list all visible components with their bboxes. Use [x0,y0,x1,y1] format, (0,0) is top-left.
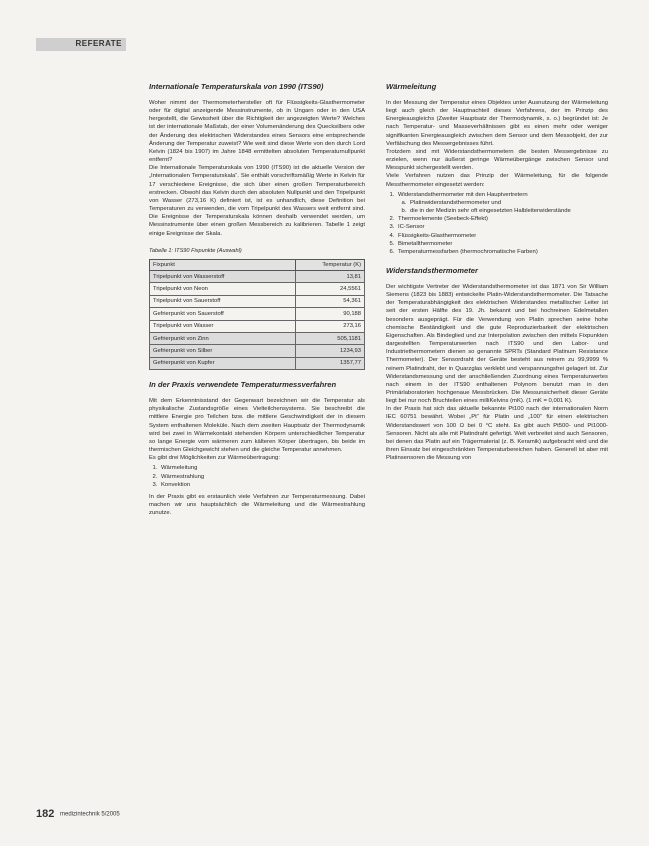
table-cell: Gefrierpunkt von Zinn [150,332,296,344]
list-item: 1. Wärmeleitung [159,464,365,472]
paragraph-intro: Woher nimmt der Thermometerhersteller oft für Flüssigkeits-Glasthermometer oder für digital anzeigende Messinstrumente, ob in Ungarn oder in den USA hergestellt, die Gewissheit über die Richtigkeit der angezeigten Werte? Welches ist der internationale Maßstab, der einer Volumenänderung des Quecksilbers oder der Änderung des elektrischen Widerstandes eines Sensors eine entsprechende Änderung der Temperatur zuweist? Wie weit sind diese Werte von den durch Lord Kelvin (1824 bis 1907) im Jahre 1848 ermittelten absoluten Temperaturnullpunkt entfernt? [149,100,365,164]
list-item: 6. Temperaturmessfarben (thermochromatische Farben) [396,248,608,256]
table-cell: 1357,77 [296,357,365,369]
list-item: 4. Flüssigkeits-Glasthermometer [396,232,608,240]
section-label: REFERATE [75,39,122,48]
table-header-temperature: Temperatur (K) [296,259,365,270]
table-row [150,308,365,320]
table-cell: 54,361 [296,295,365,307]
section-header-tab [36,38,126,51]
table-cell: Tripelpunkt von Wasserstoff [150,270,296,282]
page-footer [36,808,120,820]
table-row [150,270,365,282]
paragraph-platinum: Der wichtigste Vertreter der Widerstandsthermometer ist das 1871 von Sir William Siemens (1823 bis 1883) entwickelte Platin-Widerstandsthermometer. Die Tatsache der Temperaturabhängigkeit des elektrischen Widerstandes metallischer Leiter ist seit der ersten Hälfte des 19. Jh. bekannt und bei hochreinen Edelmetallen besonders ausgeprägt. Für die Verwendung von Platin sprechen seine hohe chemische Beständigkeit und die gute Reproduzierbarkeit der elektrischen Eigenschaften. Als Bindeglied und zur Interpolation zwischen den mittels Fixpunkten dargestellten Temperaturwerten nach ITS90 und den Labor- und Industriethermometern dienen so genannte SPRTs (Standard Platinum Resistance Thermometer). Der Sensordraht der Geräte besteht aus reinem zu 99,9999 % reinem Platindraht, der in Quarzglas verklebt und verspannungsfrei gelagert ist. Zur Widerstandsmessung und der anschließenden Zuordnung eines Temperaturwertes nach einem in der ITS90 enthaltenen Polynom benutzt man in den Primärlaboratorien hochgenaue Messbrücken. Die Messunsicherheit dieser Geräte liegt bei nur noch Bruchteilen eines milliKelvins (mK). (1 mK = 0,001 K). [386,283,608,405]
heading-heat-conduction: Wärmeleitung [386,82,437,91]
table-cell: Tripelpunkt von Neon [150,283,296,295]
paragraph-conduction: In der Messung der Temperatur eines Objektes unter Ausnutzung der Wärmeleitung liegt auch gleich der Hauptnachteil dieses Verfahrens, der im Prinzip des Energieausgleichs (Zweiter Hauptsatz der Thermodynamik, s. o.) begründet ist: Je nach Temperatur- und Masseverhältnissen gibt es einen mehr oder weniger signifikanten Energieausgleich zwischen dem Sensor und dem Messobjekt, der zur Verfälschung des Messergebnisses führt. [386,100,608,147]
left-column [149,82,365,517]
table-cell: Gefrierpunkt von Kupfer [150,357,296,369]
list-item: b. die in der Medizin sehr oft eingesetzten Halbleiterwiderstände [408,207,608,215]
fixpoint-table [149,259,365,370]
table-cell: 1234,93 [296,345,365,357]
list-item: 3. Konvektion [159,481,365,489]
paragraph-practice: In der Praxis gibt es erstaunlich viele Verfahren zur Temperaturmessung. Dabei machen wir uns hauptsächlich die Wärmeleitung und die Wärmestrahlung zunutze. [149,493,365,517]
table-row [150,283,365,295]
page-number: 182 [36,808,55,820]
list-item: 2. Thermoelemente (Seebeck-Effekt) [396,215,608,223]
sub-list [398,199,608,215]
table-cell: Gefrierpunkt von Sauerstoff [150,308,296,320]
journal-name: medizintechnik 5/2005 [60,811,120,818]
list-item: 2. Wärmestrahlung [159,473,365,481]
paragraph-pt100: In der Praxis hat sich das aktuelle bekannte Pt100 nach der internationalen Norm IEC 60751 bewährt. Wobei „Pt“ für Platin und „100“ für einen elektrischen Widerstandswert von 100 Ω bei 0 °C steht. Es gibt auch Pt500- und Pt1000-Sensoren. Nicht als alle mit Platindraht gefertigt. Weit verbreitet sind auch Sensoren, bei denen das Platin auf ein Trägermaterial (z. B. Keramik) aufgebracht wird und die ihren Einsatz bei eingeschränkten Temperaturbereichen haben. Generell ist aber mit Platinsensoren die Messung von [386,406,608,462]
heat-transfer-list [149,464,365,488]
paragraph-methods: Viele Verfahren nutzen das Prinzip der Wärmeleitung, für die folgende Messthermometer eingesetzt werden: [386,173,608,188]
paragraph-its90: Die Internationale Temperaturskala von 1990 (ITS90) ist die aktuelle Version der „Internationalen Temperaturskala“. Sie enthält vorschriftsmäßig Werte in Kelvin für 17 verschiedene Ereignisse, die sich über einen großen Temperaturbereich erstrecken. Obwohl das Kelvin durch den absoluten Nullpunkt und den Tripelpunkt von Wasser (273,16 K) definiert ist, ist es unhandlich, diese Definition bei Temperaturen zu verwenden, die vom Tripelpunkt des Wassers weit entfernt sind. Die Ereignisse der Temperaturskala können deshalb verwendet werden, um Messinstrumente über einen großen Messbereich zu kalibrieren. Tabelle 1 zeigt einige Ereignisse der Skala. [149,165,365,237]
heading-practice: In der Praxis verwendete Temperaturmessverfahren [149,380,337,390]
table-row [150,357,365,369]
table-caption: Tabelle 1: ITS90 Fixpunkte (Auswahl) [149,247,242,254]
heading-its90: Internationale Temperaturskala von 1990 (ITS90) [149,82,324,91]
table-cell: Tripelpunkt von Wasser [150,320,296,332]
table-header-fixpoint: Fixpunkt [150,259,296,270]
table-cell: 505,1181 [296,332,365,344]
list-item: 5. Bimetallthermometer [396,240,608,248]
paragraph-heat-transfer: Es gibt drei Möglichkeiten zur Wärmeübertragung: [149,455,280,462]
table-row [150,295,365,307]
heading-resistance-thermometer: Widerstandsthermometer [386,265,478,275]
table-cell: 24,5561 [296,283,365,295]
list-item-label: Widerstandsthermometer mit den Hauptvertretern [398,191,528,198]
table-cell: Tripelpunkt von Sauerstoff [150,295,296,307]
table-cell: 13,81 [296,270,365,282]
table-cell: Gefrierpunkt von Silber [150,345,296,357]
list-item: 3. IC-Sensor [396,223,608,231]
table-row [150,320,365,332]
table-row [150,345,365,357]
table-cell: 273,16 [296,320,365,332]
table-row [150,332,365,344]
table-cell: 90,188 [296,308,365,320]
list-item: a. Platinwiderstandsthermometer und [408,199,608,207]
right-column [386,82,608,462]
paragraph-thermodynamics: Mit dem Erkenntnisstand der Gegenwart bezeichnen wir die Temperatur als physikalische Zustandsgröße eines Vielteilchensystems. Sie beschreibt die mittlere Energie pro Teilchen bzw. die mittlere Geschwindigkeit der in diesem System enthaltenen Moleküle. Nach dem zweiten Hauptsatz der Thermodynamik wird bei zwei in Wärmekontakt stehenden Körpern unterschiedlicher Temperatur so lange Energie vom wärmeren zum kälteren Körper übertragen, bis beide im thermischen Gleichgewicht stehen und die gleiche Temperatur annehmen. [149,398,365,454]
paragraph-resistance-intro: Trotzdem sind mit Widerstandsthermometern die besten Messergebnisse zu erzielen, wenn nur äußerst geringe Wärmeübergänge zwischen Sensor und Messpunkt sichergestellt werden. [386,148,608,172]
thermometer-list [386,191,608,256]
list-item [396,191,608,215]
